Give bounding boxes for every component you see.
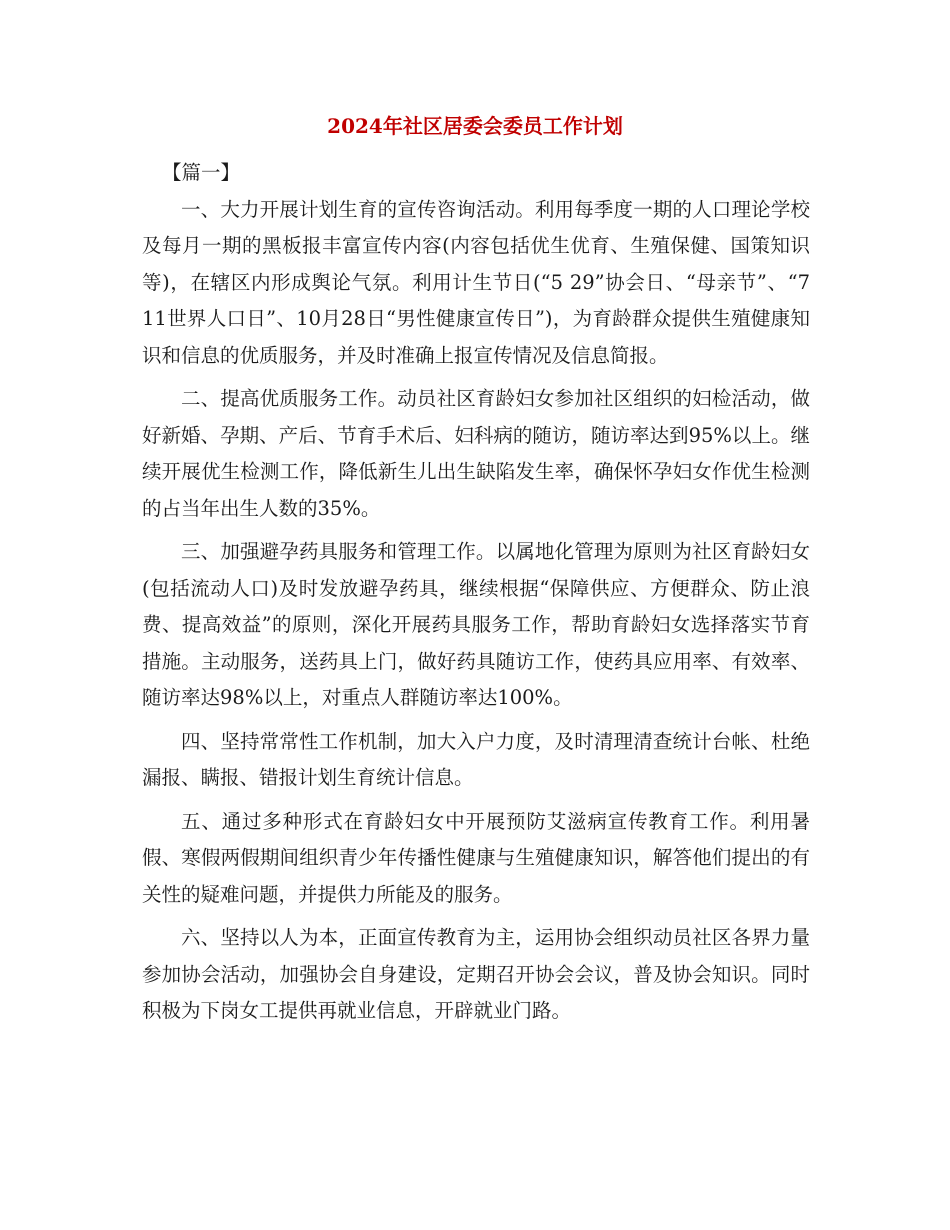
paragraph-1: 一、大力开展计划生育的宣传咨询活动。利用每季度一期的人口理论学校及每月一期的黑板报丰富宣传内容(内容包括优生优育、生殖保健、国策知识等)，在辖区内形成舆论气氛。利用计生节日(“5 29”协会日、“母亲节”、“7 11世界人口日”、10月28日“男性健康宣传日”)，为育龄群众提供生殖健康知识和信息的优质服务，并及时准确上报宣传情况及信息简报。 xyxy=(142,197,810,367)
paragraph-6: 六、坚持以人为本，正面宣传教育为主，运用协会组织动员社区各界力量参加协会活动，加强协会自身建设，定期召开协会会议，普及协会知识。同时积极为下岗女工提供再就业信息，开辟就业门路。 xyxy=(142,926,810,1022)
paragraph-3: 三、加强避孕药具服务和管理工作。以属地化管理为原则为社区育龄妇女(包括流动人口)及时发放避孕药具，继续根据“保障供应、方便群众、防止浪费、提高效益”的原则，深化开展药具服务工作，帮助育龄妇女选择落实节育措施。主动服务，送药具上门，做好药具随访工作，使药具应用率、有效率、随访率达98%以上，对重点人群随访率达100%。 xyxy=(142,540,810,709)
paragraph-2: 二、提高优质服务工作。动员社区育龄妇女参加社区组织的妇检活动，做好新婚、孕期、产后、节育手术后、妇科病的随访，随访率达到95%以上。继续开展优生检测工作，降低新生儿出生缺陷发生率，确保怀孕妇女作优生检测的占当年出生人数的35%。 xyxy=(142,387,810,520)
document-body xyxy=(142,155,810,1037)
paragraph-4: 四、坚持常常性工作机制，加大入户力度，及时清理清查统计台帐、杜绝漏报、瞒报、错报计划生育统计信息。 xyxy=(142,729,810,789)
document-title: 2024年社区居委会委员工作计划 xyxy=(327,114,623,138)
paragraph-5: 五、通过多种形式在育龄妇女中开展预防艾滋病宣传教育工作。利用暑假、寒假两假期间组织青少年传播性健康与生殖健康知识，解答他们提出的有关性的疑难问题，并提供力所能及的服务。 xyxy=(142,809,810,906)
section-label: 【篇一】 xyxy=(162,161,241,184)
